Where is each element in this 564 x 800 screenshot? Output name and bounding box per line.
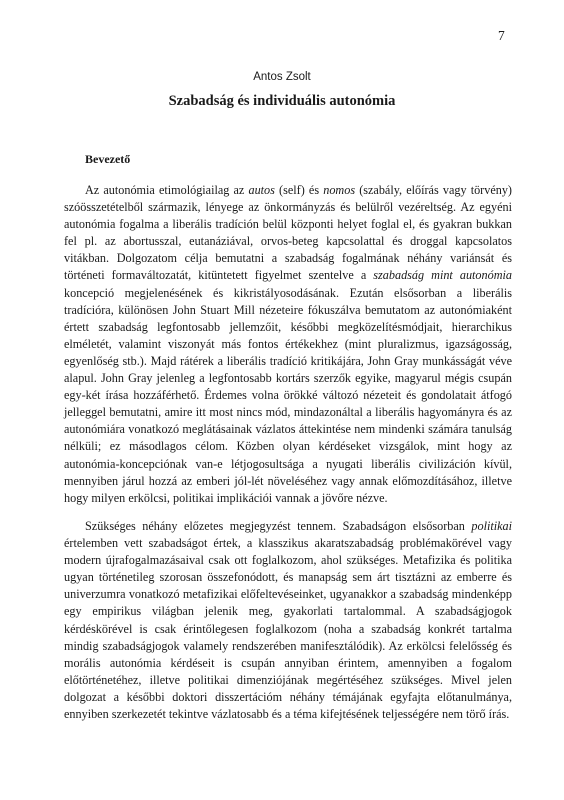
text-run: értelemben vett szabadságot értek, a klasszikus akaratszabadság problémakörével vagy modern újrafogalmazásaival csak ott foglalkozom, ahol szükséges. Metafizika és politika ugyan történetileg szorosan összefonódott, és manapság sem árt tisztázni az emberre és univerzumra vonatkozó metafizikai előfeltevéseinket, ugyanakkor a szabadság mindenképp egy empirikus világban jelenik meg, gyakorlati tartalommal. A szabadságjogok kérdéskörével is csak érintőlegesen foglalkozom (noha a szabadság konkrét tartalma mindig szabadságjogok valamely rendszerében manifesztálódik). Az erkölcsi felelősség és morális autonómia kérdéseit is csupán annyiban érintem, amennyiben a fogalom előtörténetéhez, illetve politikai dimenziójának megértéséhez szükséges. Mivel jelen dolgozat a későbbi doktori disszertációm néhány témájának egyfajta előtanulmánya, ennyiben szerkezetét tekintve vázlatosabb és a téma kifejtésének teljességére nem törő írás. [64, 536, 512, 722]
text-run: Az autonómia etimológiailag az [85, 183, 249, 197]
text-run: koncepció megjelenésének és kikristályosodásának. Ezután elsősorban a liberális tradícióra, különösen John Stuart Mill nézeteire fókuszálva bemutatom az autonómiaként értett szabadság legfontosabb jellemzőit, későbbi megközelítésmódjait, hierarchikus elméletét, valamint viszonyát más fontos értékekhez (mint pluralizmus, igazságosság, egyenlőség stb.). Majd rátérek a liberális tradíció kritikájára, John Gray munkásságát véve alapul. John Gray jelenleg a legfontosabb kortárs szerzők egyike, magyarul mégis csupán egy-két írása hozzáférhető. Érdemes volna örökké változó nézeteit és gondolatait átfogó jelleggel bemutatni, amire itt most nincs mód, mindazonáltal a liberális hagyományra és az autonómiára vonatkozó meglátásainak vázlatos áttekintése nem mindenki számára tanulság nélküli; ez másodlagos célom. Közben olyan kérdéseket vizsgálok, mint hogy az autonómia-koncepciónak van-e létjogosultsága a nyugati liberális civilizáción kívül, mennyiben járul hozzá az emberi jól-lét növeléséhez vagy annak előmozdításához, illetve hogy milyen erkölcsi, politikai implikációi vannak a jövőre nézve. [64, 285, 512, 505]
text-run: Szükséges néhány előzetes megjegyzést tennem. Szabadságon elsősorban [85, 519, 472, 533]
body-paragraph-1 [64, 182, 512, 507]
italic-term: politikai [471, 519, 512, 533]
text-run: (szabály, előírás vagy törvény) szóösszetételből származik, lényege az önkormányzás és belülről vezéreltség. Az egyéni autonómia fogalma a liberális tradíción belül központi helyet foglal el, és gyakran bukkan fel pl. az abortusszal, eutanáziával, orvos-beteg kapcsolattal és droggal kapcsolatos vitákban. Dolgozatom célja bemutatni a szabadság fogalmának néhány variánsát és történeti formaváltozatát, kitüntetett figyelmet szentelve a [64, 183, 512, 283]
author-name: Antos Zsolt [253, 71, 311, 83]
page-number: 7 [498, 28, 505, 43]
italic-term: autos [248, 183, 275, 197]
page-title: Szabadság és individuális autonómia [168, 93, 396, 109]
body-paragraph-2 [64, 518, 512, 723]
italic-term: nomos [323, 183, 356, 197]
italic-term: szabadság mint autonómia [373, 268, 512, 283]
section-heading: Bevezető [85, 152, 131, 166]
text-run: (self) és [274, 183, 324, 197]
